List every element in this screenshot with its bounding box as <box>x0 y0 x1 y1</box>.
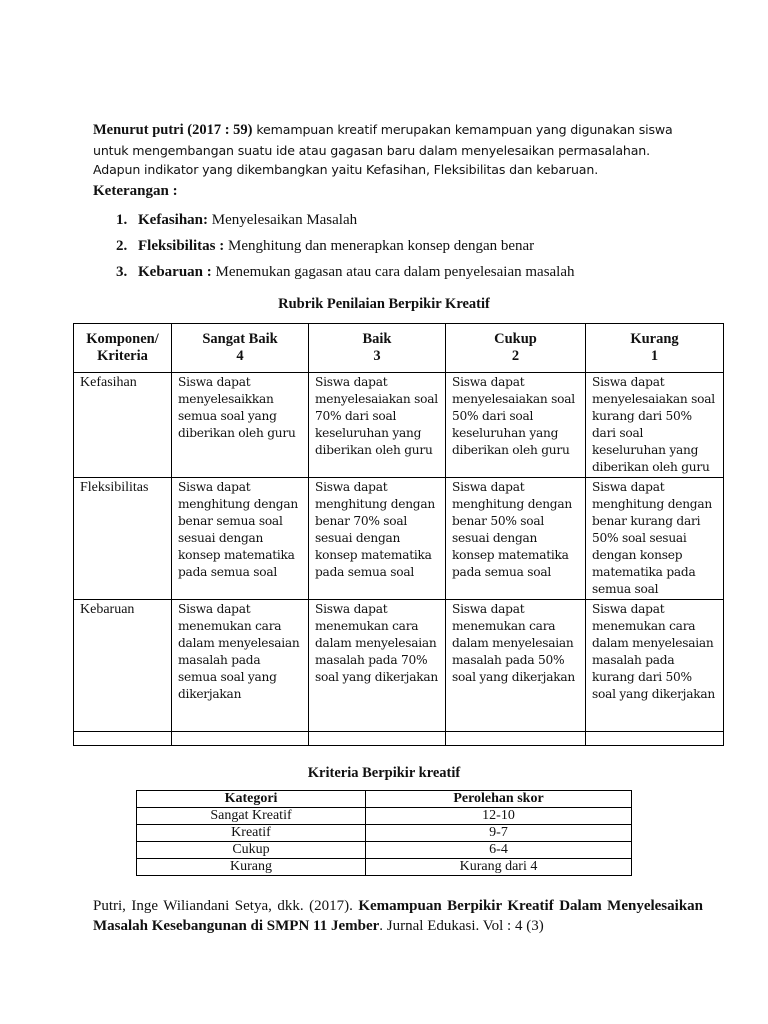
rubric-title: Rubrik Penilaian Berpikir Kreatif <box>278 296 490 312</box>
keterangan-item <box>116 210 575 236</box>
kategori-cell: Kurang <box>137 859 366 876</box>
kriteria-table <box>136 790 632 876</box>
item-number: 3. <box>116 264 128 280</box>
item-term: Fleksibilitas : <box>138 238 225 254</box>
rubric-cell: Siswa dapat menyelesaiakan soal 70% dari soal keseluruhan yang diberikan oleh guru <box>309 373 446 478</box>
kategori-cell: Cukup <box>137 842 366 859</box>
keterangan-item <box>116 236 575 262</box>
criterion-cell: Fleksibilitas <box>74 478 172 600</box>
rubric-row-fleksibilitas <box>74 478 724 600</box>
skor-cell: 9-7 <box>366 825 632 842</box>
keterangan-list <box>116 210 575 288</box>
rubric-table <box>73 323 724 746</box>
rubric-empty-row <box>74 732 724 746</box>
skor-cell: Kurang dari 4 <box>366 859 632 876</box>
kriteria-row <box>137 808 632 825</box>
rubric-cell: Siswa dapat menghitung dengan benar kurang dari 50% soal sesuai dengan konsep matematika pada semua soal <box>586 478 724 600</box>
header-kurang: Kurang 1 <box>586 324 724 373</box>
intro-citation: Menurut putri (2017 : 59) <box>93 122 253 138</box>
rubric-header-row <box>74 324 724 373</box>
header-kategori: Kategori <box>137 791 366 808</box>
kriteria-row <box>137 842 632 859</box>
keterangan-item <box>116 262 575 288</box>
rubric-cell: Siswa dapat menemukan cara dalam menyelesaian masalah pada kurang dari 50% soal yang dikerjakan <box>586 600 724 732</box>
reference-authors: Putri, Inge Wiliandani Setya, dkk. (2017). <box>93 898 359 914</box>
item-desc: Menyelesaikan Masalah <box>208 212 358 228</box>
item-number: 1. <box>116 212 128 228</box>
rubric-row-kebaruan <box>74 600 724 732</box>
rubric-cell: Siswa dapat menemukan cara dalam menyelesaian masalah pada 70% soal yang dikerjakan <box>309 600 446 732</box>
header-cukup: Cukup 2 <box>446 324 586 373</box>
kriteria-title: Kriteria Berpikir kreatif <box>307 765 461 781</box>
reference-title: Kemampuan Berpikir Kreatif Dalam Menyelesaikan Masalah Kesebangunan di SMPN 11 Jember <box>93 898 704 934</box>
item-desc: Menghitung dan menerapkan konsep dengan benar <box>224 238 535 254</box>
rubric-cell: Siswa dapat menghitung dengan benar semua soal sesuai dengan konsep matematika pada semua soal <box>172 478 309 600</box>
rubric-cell: Siswa dapat menemukan cara dalam menyelesaian masalah pada semua soal yang dikerjakan <box>172 600 309 732</box>
kriteria-row <box>137 825 632 842</box>
criterion-cell: Kebaruan <box>74 600 172 732</box>
kategori-cell: Kreatif <box>137 825 366 842</box>
kategori-cell: Sangat Kreatif <box>137 808 366 825</box>
header-komponen: Komponen/ Kriteria <box>74 324 172 373</box>
intro-text: kemampuan kreatif merupakan kemampuan yang digunakan siswa untuk mengembangan suatu ide atau gagasan baru dalam menyelesaikan permasalahan. Adapun indikator yang dikembangkan yaitu Kefasihan, Fleksibilitas dan kebaruan. <box>93 122 673 177</box>
rubric-row-kefasihan <box>74 373 724 478</box>
header-baik: Baik 3 <box>309 324 446 373</box>
item-number: 2. <box>116 238 128 254</box>
header-sangat-baik: Sangat Baik 4 <box>172 324 309 373</box>
kriteria-header-row <box>137 791 632 808</box>
rubric-cell: Siswa dapat menghitung dengan benar 50% soal sesuai dengan konsep matematika pada semua soal <box>446 478 586 600</box>
criterion-cell: Kefasihan <box>74 373 172 478</box>
skor-cell: 12-10 <box>366 808 632 825</box>
item-term: Kebaruan : <box>138 264 212 280</box>
reference-journal: . Jurnal Edukasi. Vol : 4 (3) <box>379 918 544 934</box>
keterangan-title: Keterangan : <box>93 183 178 199</box>
rubric-cell: Siswa dapat menyelesaikkan semua soal yang diberikan oleh guru <box>172 373 309 478</box>
item-term: Kefasihan: <box>138 212 209 228</box>
header-perolehan-skor: Perolehan skor <box>366 791 632 808</box>
intro-paragraph <box>93 120 685 180</box>
rubric-cell: Siswa dapat menghitung dengan benar 70% soal sesuai dengan konsep matematika pada semua soal <box>309 478 446 600</box>
rubric-cell: Siswa dapat menyelesaiakan soal kurang dari 50% dari soal keseluruhan yang diberikan oleh guru <box>586 373 724 478</box>
skor-cell: 6-4 <box>366 842 632 859</box>
item-desc: Menemukan gagasan atau cara dalam penyelesaian masalah <box>211 264 575 280</box>
reference <box>93 896 703 936</box>
rubric-cell: Siswa dapat menyelesaiakan soal 50% dari soal keseluruhan yang diberikan oleh guru <box>446 373 586 478</box>
rubric-cell: Siswa dapat menemukan cara dalam menyelesaian masalah pada 50% soal yang dikerjakan <box>446 600 586 732</box>
kriteria-row <box>137 859 632 876</box>
